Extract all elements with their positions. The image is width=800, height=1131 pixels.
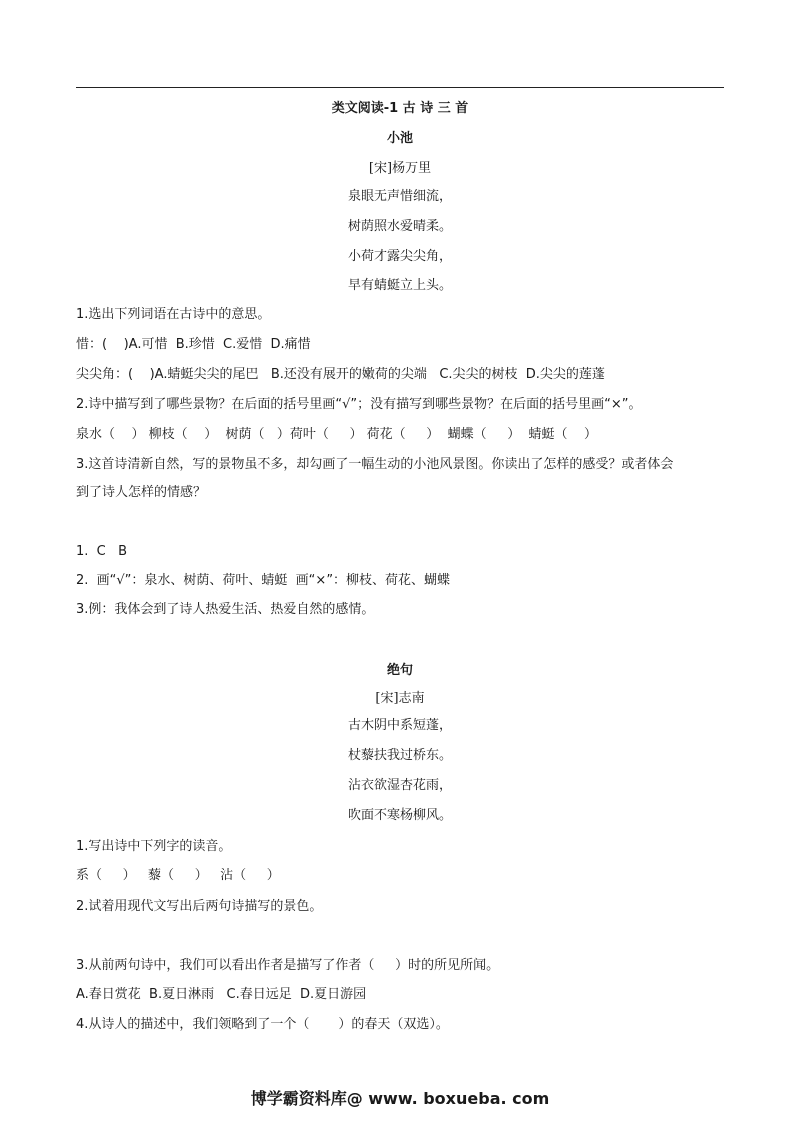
question1-3-line1: 3.这首诗清新自然，写的景物虽不多，却勾画了一幅生动的小池风景图。你读出了怎样的感受？或者体会: [76, 457, 674, 472]
poem1-line-2: 树荫照水爱晴柔。: [347, 219, 452, 234]
poem2-line-4: 吹面不寒杨柳风。: [347, 808, 452, 823]
poem2-line-2: 杖藜扶我过桥东。: [347, 748, 452, 763]
poem1-line-3: 小荷才露尖尖角，: [347, 249, 452, 264]
question1-2: 2.诗中描写到了哪些景物？在后面的括号里画“√”；没有描写到哪些景物？在后面的括号里画“×”。: [76, 397, 642, 412]
question1-1b: 尖尖角：( )A.蜻蜓尖尖的尾巴 B.还没有展开的嫩荷的尖端 C.尖尖的树枝 D.尖尖的莲蓬: [76, 367, 605, 382]
poem1-author: [宋]杨万里: [368, 161, 432, 176]
answer1-3: 3.例：我体会到了诗人热爱生活、热爱自然的感情。: [76, 602, 375, 617]
question2-3-options: A.春日赏花 B.夏日淋雨 C.春日远足 D.夏日游园: [76, 987, 367, 1002]
poem1-line-4: 早有蜻蜓立上头。: [347, 278, 452, 293]
poem2-line-3: 沾衣欲湿杏花雨，: [347, 778, 452, 793]
question2-1-items: 系（ ） 藜（ ） 沾（ ）: [76, 868, 280, 883]
poem2-author: [宋]志南: [375, 691, 425, 706]
answer1-2: 2. 画“√”：泉水、树荫、荷叶、蜻蜓 画“×”：柳枝、荷花、蝴蝶: [76, 573, 451, 588]
poem2-line-1: 古木阴中系短蓬，: [347, 718, 452, 733]
page-title: 类文阅读-1 古 诗 三 首: [331, 101, 469, 116]
poem1-title: 小池: [386, 131, 413, 146]
question1-1: 1.选出下列词语在古诗中的意思。: [76, 307, 271, 322]
question1-2-items: 泉水（ ） 柳枝（ ） 树荫（ ）荷叶（ ） 荷花（ ） 蝴蝶（ ） 蜻蜓（ ）: [76, 427, 598, 442]
question1-1a: 惜：( )A.可惜 B.珍惜 C.爱惜 D.痛惜: [76, 337, 311, 352]
question1-3-line2: 到了诗人怎样的情感？: [76, 485, 207, 500]
footer-watermark: 博学霸资料库@ www. boxueba. com: [250, 1089, 550, 1108]
top-rule: [76, 87, 724, 88]
question2-4: 4.从诗人的描述中，我们领略到了一个（ ）的春天（双选）。: [76, 1017, 449, 1032]
question2-1: 1.写出诗中下列字的读音。: [76, 839, 232, 854]
answer1-1: 1. C B: [76, 544, 128, 559]
poem2-title: 绝句: [386, 663, 413, 678]
poem1-line-1: 泉眼无声惜细流，: [347, 189, 452, 204]
question2-2: 2.试着用现代文写出后两句诗描写的景色。: [76, 899, 323, 914]
question2-3: 3.从前两句诗中，我们可以看出作者是描写了作者（ ）时的所见所闻。: [76, 958, 500, 973]
